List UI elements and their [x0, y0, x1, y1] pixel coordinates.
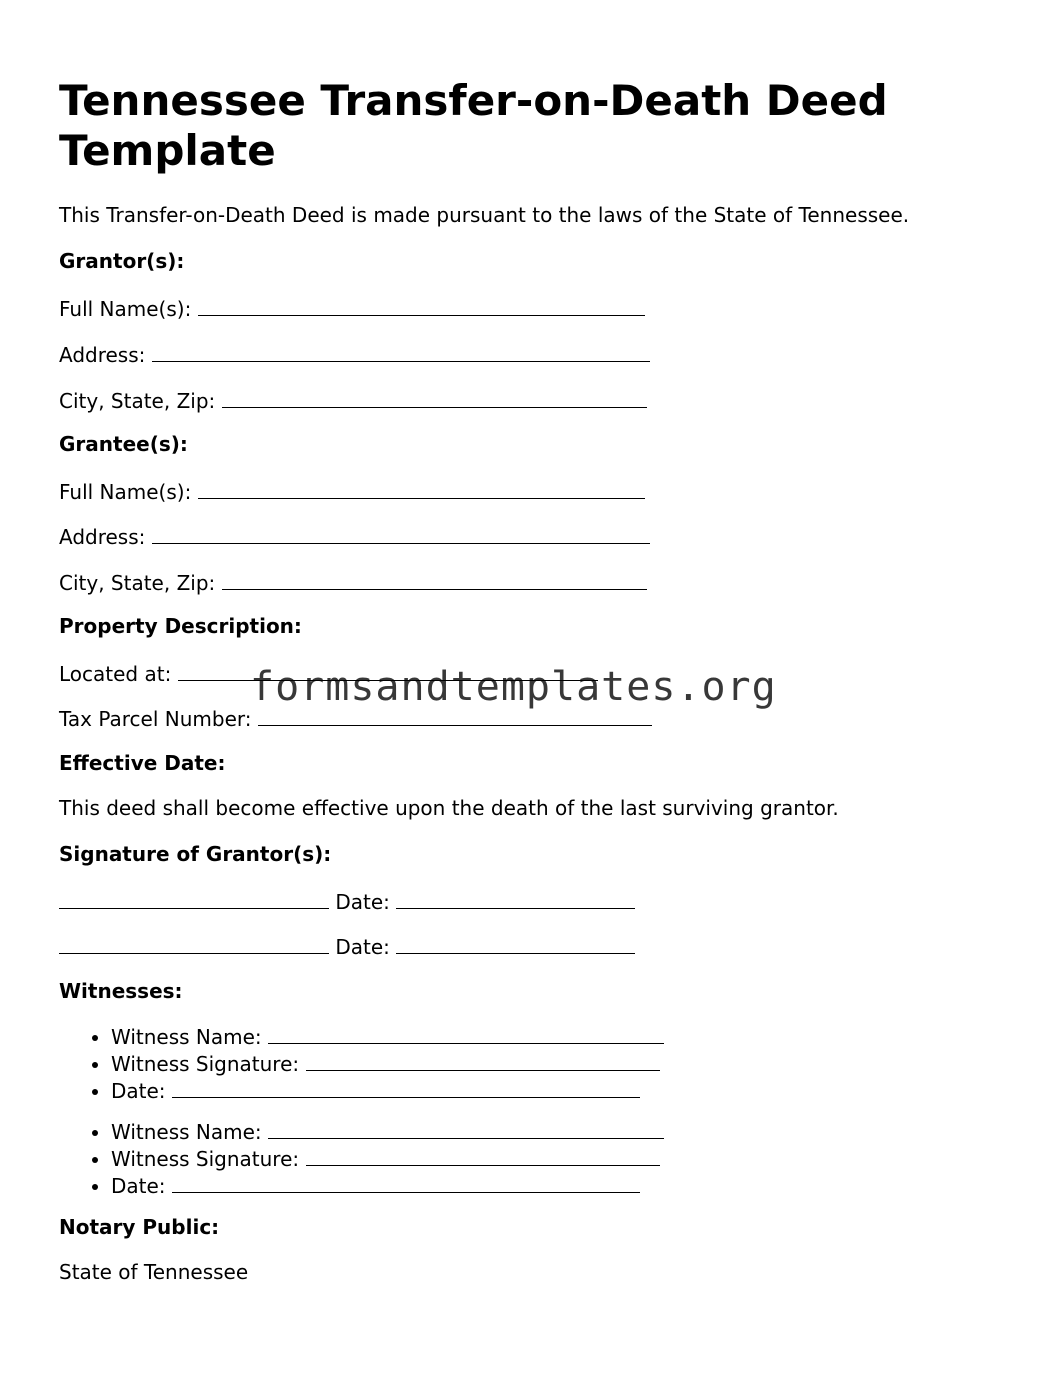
- property-located-label: Located at:: [59, 662, 172, 686]
- witness-signature-field[interactable]: [306, 1145, 660, 1166]
- grantee-address-row: [59, 523, 650, 549]
- witness-name-field[interactable]: [268, 1023, 664, 1044]
- grantor-full-name-row: [59, 295, 645, 321]
- signature-date-field[interactable]: [396, 888, 635, 909]
- signature-date-field[interactable]: [396, 933, 635, 954]
- watermark: formsandtemplates.org: [250, 664, 777, 710]
- grantor-city-row: [59, 387, 647, 413]
- witness-signature-label: Witness Signature:: [111, 1052, 300, 1076]
- property-parcel-label: Tax Parcel Number:: [59, 707, 252, 731]
- witness-name-label: Witness Name:: [111, 1025, 262, 1049]
- grantee-address-label: Address:: [59, 525, 146, 549]
- document-title: Tennessee Transfer-on-Death Deed Template: [59, 76, 888, 175]
- grantee-full-name-row: [59, 478, 645, 504]
- intro-text: This Transfer-on-Death Deed is made pursuant to the laws of the State of Tennessee.: [59, 203, 910, 227]
- effective-heading: Effective Date:: [59, 751, 226, 775]
- witness-signature-item: [111, 1145, 664, 1172]
- grantee-city-field[interactable]: [222, 569, 647, 590]
- witness-date-item: [111, 1172, 664, 1199]
- grantor-address-field[interactable]: [152, 341, 650, 362]
- signature-heading: Signature of Grantor(s):: [59, 842, 332, 866]
- property-heading: Property Description:: [59, 614, 302, 638]
- grantee-city-row: [59, 569, 647, 595]
- grantee-full-name-field[interactable]: [198, 478, 645, 499]
- grantee-heading: Grantee(s):: [59, 432, 188, 456]
- notary-state: State of Tennessee: [59, 1260, 249, 1284]
- grantor-city-field[interactable]: [222, 387, 647, 408]
- effective-text: This deed shall become effective upon the death of the last surviving grantor.: [59, 796, 839, 820]
- grantor-heading: Grantor(s):: [59, 249, 185, 273]
- notary-heading: Notary Public:: [59, 1215, 220, 1239]
- grantee-full-name-label: Full Name(s):: [59, 480, 192, 504]
- witness-name-label: Witness Name:: [111, 1120, 262, 1144]
- witness-date-label: Date:: [111, 1079, 166, 1103]
- witness-signature-field[interactable]: [306, 1050, 660, 1071]
- witness-name-item: [111, 1118, 664, 1145]
- signature-row: [59, 888, 635, 914]
- witnesses-heading: Witnesses:: [59, 979, 183, 1003]
- witness-date-item: [111, 1077, 664, 1104]
- grantee-address-field[interactable]: [152, 523, 650, 544]
- signature-row: [59, 933, 635, 959]
- grantor-full-name-field[interactable]: [198, 295, 645, 316]
- grantor-city-label: City, State, Zip:: [59, 389, 216, 413]
- grantor-address-row: [59, 341, 650, 367]
- property-parcel-row: [59, 705, 652, 731]
- witness-name-field[interactable]: [268, 1118, 664, 1139]
- witness-signature-item: [111, 1050, 664, 1077]
- property-located-row: [59, 660, 598, 686]
- witness-name-item: [111, 1023, 664, 1050]
- witness-date-field[interactable]: [172, 1172, 640, 1193]
- property-located-field[interactable]: [178, 660, 598, 681]
- grantor-full-name-label: Full Name(s):: [59, 297, 192, 321]
- grantee-city-label: City, State, Zip:: [59, 571, 216, 595]
- witness-signature-label: Witness Signature:: [111, 1147, 300, 1171]
- signature-date-label: Date:: [335, 890, 390, 914]
- grantor-address-label: Address:: [59, 343, 146, 367]
- witness-date-label: Date:: [111, 1174, 166, 1198]
- signature-date-label: Date:: [335, 935, 390, 959]
- grantor-signature-field[interactable]: [59, 933, 329, 954]
- witness-list: [59, 1118, 664, 1199]
- witness-date-field[interactable]: [172, 1077, 640, 1098]
- property-parcel-field[interactable]: [258, 705, 652, 726]
- witness-list: [59, 1023, 664, 1104]
- grantor-signature-field[interactable]: [59, 888, 329, 909]
